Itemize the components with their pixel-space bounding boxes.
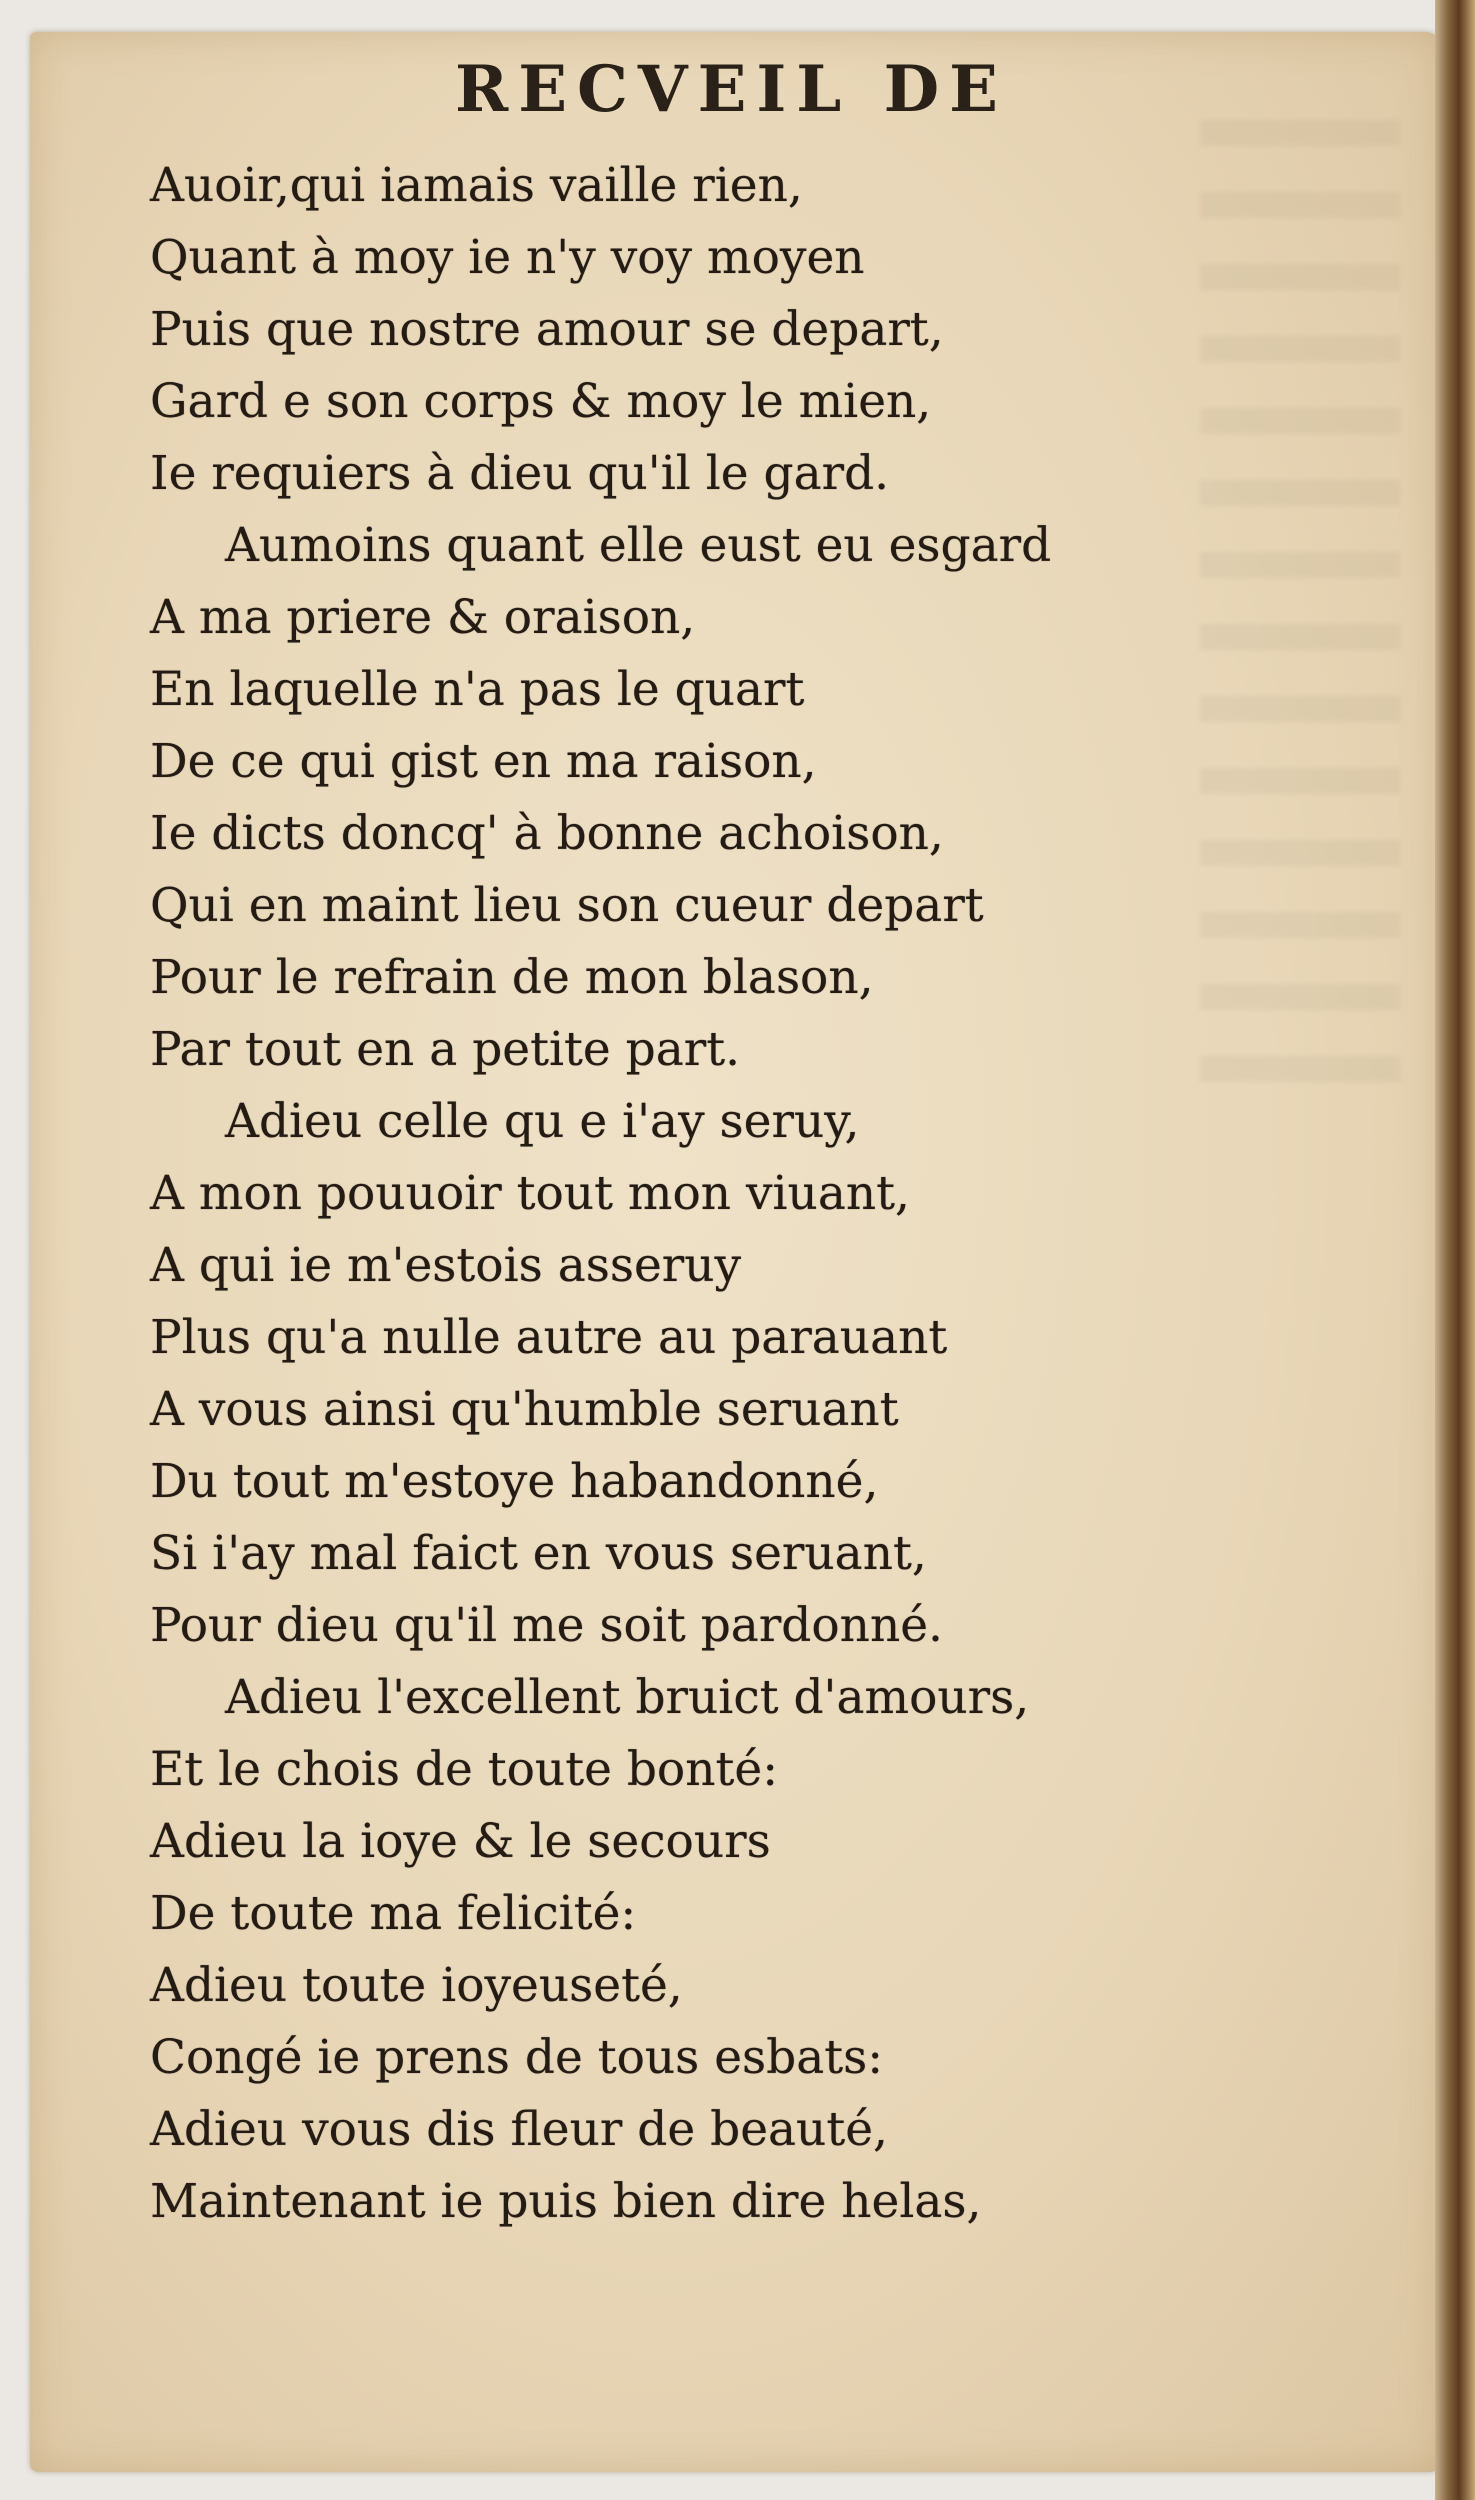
verse-line: A vous ainsi qu'humble seruant [150,1382,899,1437]
verse-line: De toute ma felicité: [150,1886,637,1941]
verse-line: Quant à moy ie n'y voy moyen [150,230,865,285]
book-gutter [1435,0,1475,2500]
show-through-text [1200,120,1400,1120]
verse-line: Ie dicts doncq' à bonne achoison, [150,806,944,861]
verse-line: Puis que nostre amour se depart, [150,302,944,357]
poem-text [150,150,1190,2238]
verse-line: Si i'ay mal faict en vous seruant, [150,1526,927,1581]
verse-line: Du tout m'estoye habandonné, [150,1454,879,1509]
verse-line: En laquelle n'a pas le quart [150,662,805,717]
verse-line: Adieu l'excellent bruict d'amours, [225,1670,1030,1725]
verse-line: Plus qu'a nulle autre au parauant [150,1310,948,1365]
verse-line: Par tout en a petite part. [150,1022,741,1077]
verse-line: Gard e son corps & moy le mien, [150,374,932,429]
verse-line: A qui ie m'estois asseruy [150,1238,742,1293]
verse-line: Congé ie prens de tous esbats: [150,2030,884,2085]
verse-line: Adieu celle qu e i'ay seruy, [225,1094,860,1149]
verse-line: Ie requiers à dieu qu'il le gard. [150,446,890,501]
verse-line: Qui en maint lieu son cueur depart [150,878,984,933]
verse-line: Auoir,qui iamais vaille rien, [150,158,803,213]
verse-line: Adieu vous dis fleur de beauté, [150,2102,888,2157]
verse-line: A mon pouuoir tout mon viuant, [150,1166,910,1221]
verse-line: Maintenant ie puis bien dire helas, [150,2174,982,2229]
verse-line: De ce qui gist en ma raison, [150,734,817,789]
verse-line: A ma priere & oraison, [150,590,696,645]
verse-line: Et le chois de toute bonté: [150,1742,779,1797]
verse-line: Pour le refrain de mon blason, [150,950,874,1005]
running-header: RECVEIL DE [455,52,1008,127]
verse-line: Adieu la ioye & le secours [150,1814,771,1869]
verse-line: Aumoins quant elle eust eu esgard [225,518,1052,573]
verse-line: Pour dieu qu'il me soit pardonné. [150,1598,943,1653]
verse-line: Adieu toute ioyeuseté, [150,1958,683,2013]
